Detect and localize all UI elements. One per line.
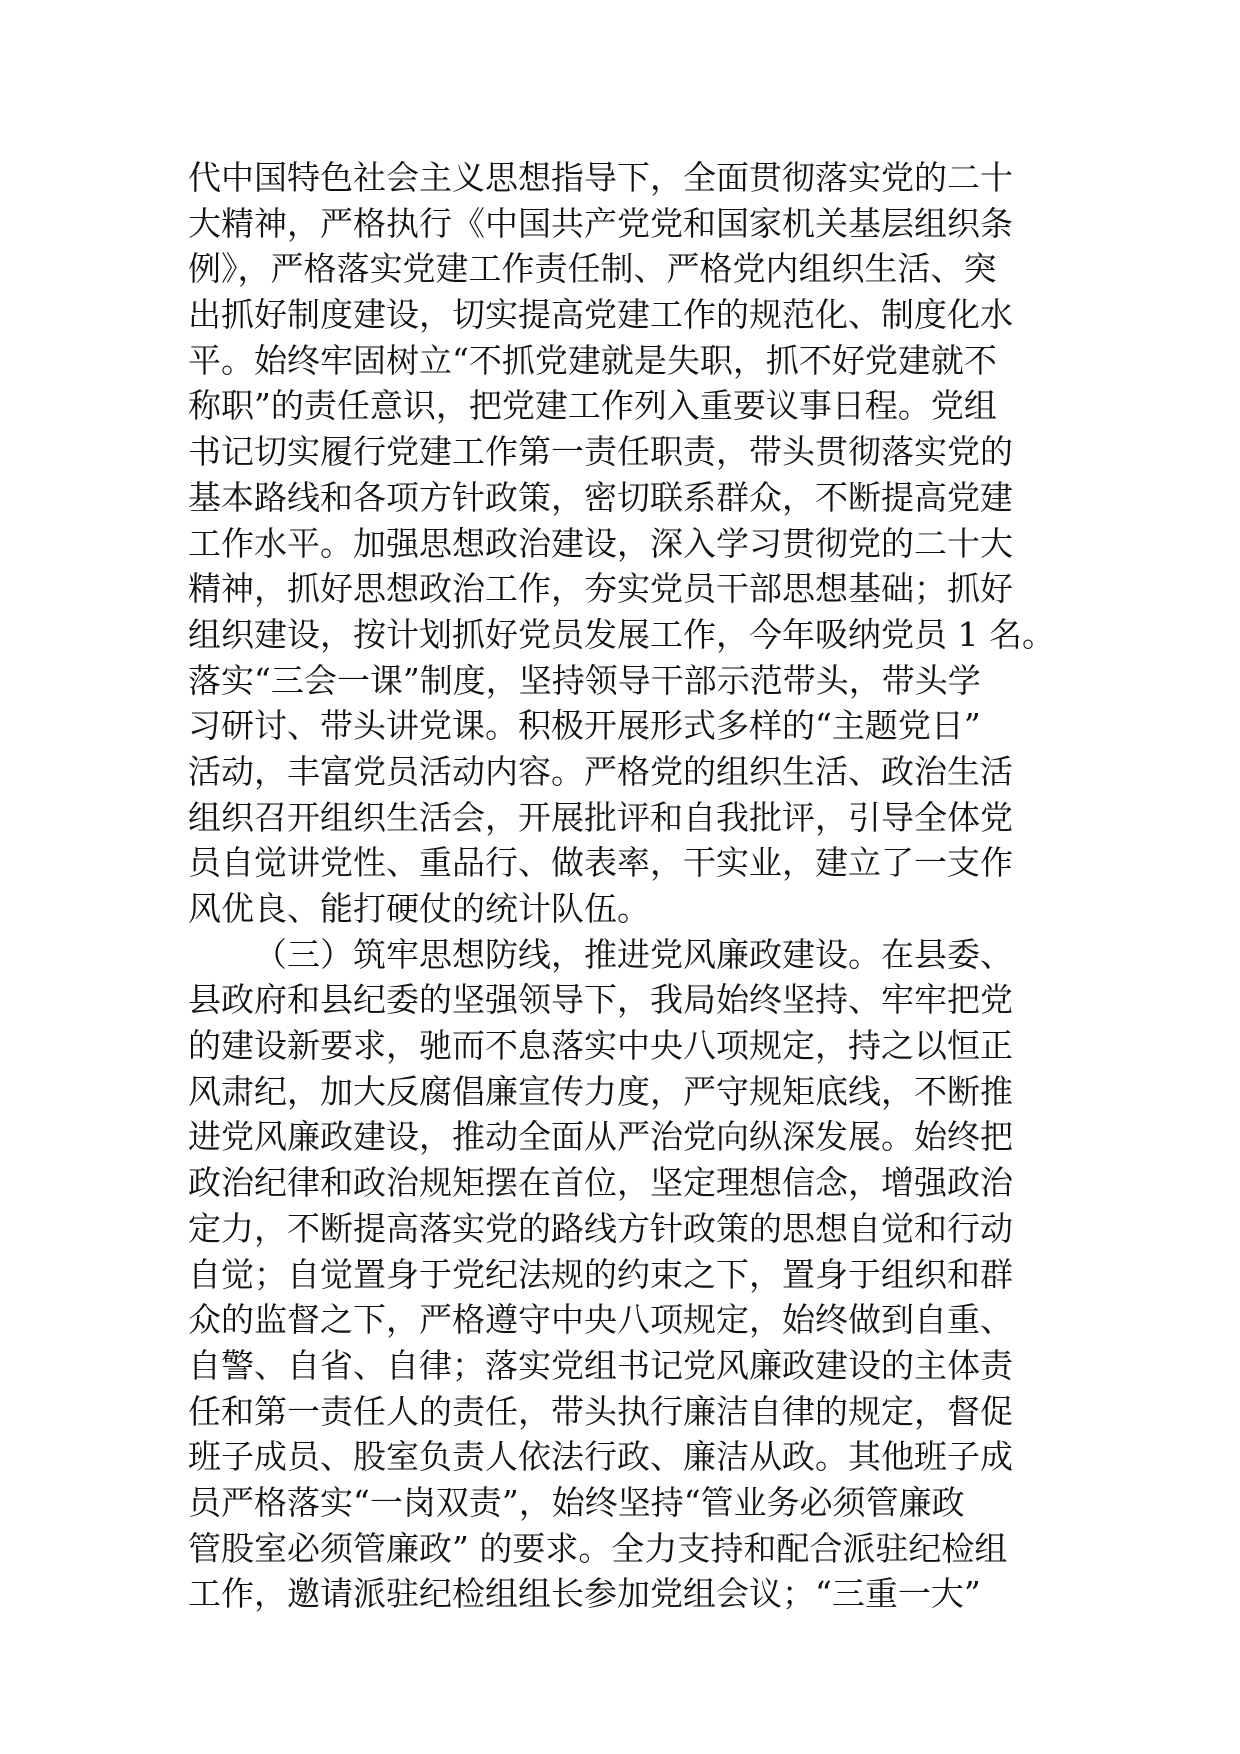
text-line: 活动，丰富党员活动内容。严格党的组织生活、政治生活 [188, 751, 1013, 791]
text-line: 代中国特色社会主义思想指导下，全面贯彻落实党的二十 [188, 158, 1013, 197]
text-line: 政治纪律和政治规矩摆在首位，坚定理想信念，增强政治 [188, 1163, 1013, 1203]
text-line: 任和第一责任人的责任，带头执行廉洁自律的规定，督促 [188, 1391, 1013, 1431]
text-line: 班子成员、股室负责人依法行政、廉洁从政。其他班子成 [188, 1437, 1013, 1477]
text-line: 习研讨、带头讲党课。积极开展形式多样的“主题党日” [188, 706, 981, 746]
body-text [188, 155, 1068, 1617]
text-line: 的建设新要求，驰而不息落实中央八项规定，持之以恒正 [188, 1026, 1013, 1066]
text-line: 风肃纪，加大反腐倡廉宣传力度，严守规矩底线，不断推 [188, 1071, 1013, 1111]
text-line: 员严格落实“一岗双责”，始终坚持“管业务必须管廉政 [188, 1482, 965, 1522]
text-line: 落实“三会一课”制度，坚持领导干部示范带头，带头学 [188, 660, 981, 700]
text-line: 风优良、能打硬仗的统计队伍。 [188, 889, 650, 928]
text-line: 书记切实履行党建工作第一责任职责，带头贯彻落实党的 [188, 432, 1013, 472]
text-line: 基本路线和各项方针政策，密切联系群众，不断提高党建 [188, 477, 1013, 517]
text-line: 工作，邀请派驻纪检组组长参加党组会议；“三重一大” [188, 1574, 981, 1614]
text-line: 县政府和县纪委的坚强领导下，我局始终坚持、牢牢把党 [188, 980, 1013, 1020]
text-line: 自警、自省、自律；落实党组书记党风廉政建设的主体责 [188, 1345, 1013, 1385]
text-line: 组织建设，按计划抓好党员发展工作，今年吸纳党员 1 名。 [188, 614, 1055, 654]
text-line: 例》，严格落实党建工作责任制、严格党内组织生活、突 [188, 249, 997, 289]
section-heading-line: （三）筑牢思想防线，推进党风廉政建设。在县委、 [254, 934, 1013, 974]
text-line: 大精神，严格执行《中国共产党党和国家机关基层组织条 [188, 203, 1013, 243]
text-line: 称职”的责任意识，把党建工作列入重要议事日程。党组 [188, 386, 997, 426]
text-line: 定力，不断提高落实党的路线方针政策的思想自觉和行动 [188, 1208, 1013, 1248]
text-line: 众的监督之下，严格遵守中央八项规定，始终做到自重、 [188, 1300, 1013, 1340]
text-line: 自觉；自觉置身于党纪法规的约束之下，置身于组织和群 [188, 1254, 1013, 1294]
text-line: 出抓好制度建设，切实提高党建工作的规范化、制度化水 [188, 295, 1013, 335]
text-line: 进党风廉政建设，推动全面从严治党向纵深发展。始终把 [188, 1117, 1013, 1157]
text-line: 工作水平。加强思想政治建设，深入学习贯彻党的二十大 [188, 523, 1013, 563]
text-line: 精神，抓好思想政治工作，夯实党员干部思想基础；抓好 [188, 569, 1013, 609]
text-line: 管股室必须管廉政” 的要求。全力支持和配合派驻纪检组 [188, 1528, 1008, 1568]
text-line: 员自觉讲党性、重品行、做表率，干实业，建立了一支作 [188, 843, 1013, 883]
text-line: 平。始终牢固树立“不抓党建就是失职，抓不好党建就不 [188, 340, 997, 380]
text-line: 组织召开组织生活会，开展批评和自我批评，引导全体党 [188, 797, 1013, 837]
